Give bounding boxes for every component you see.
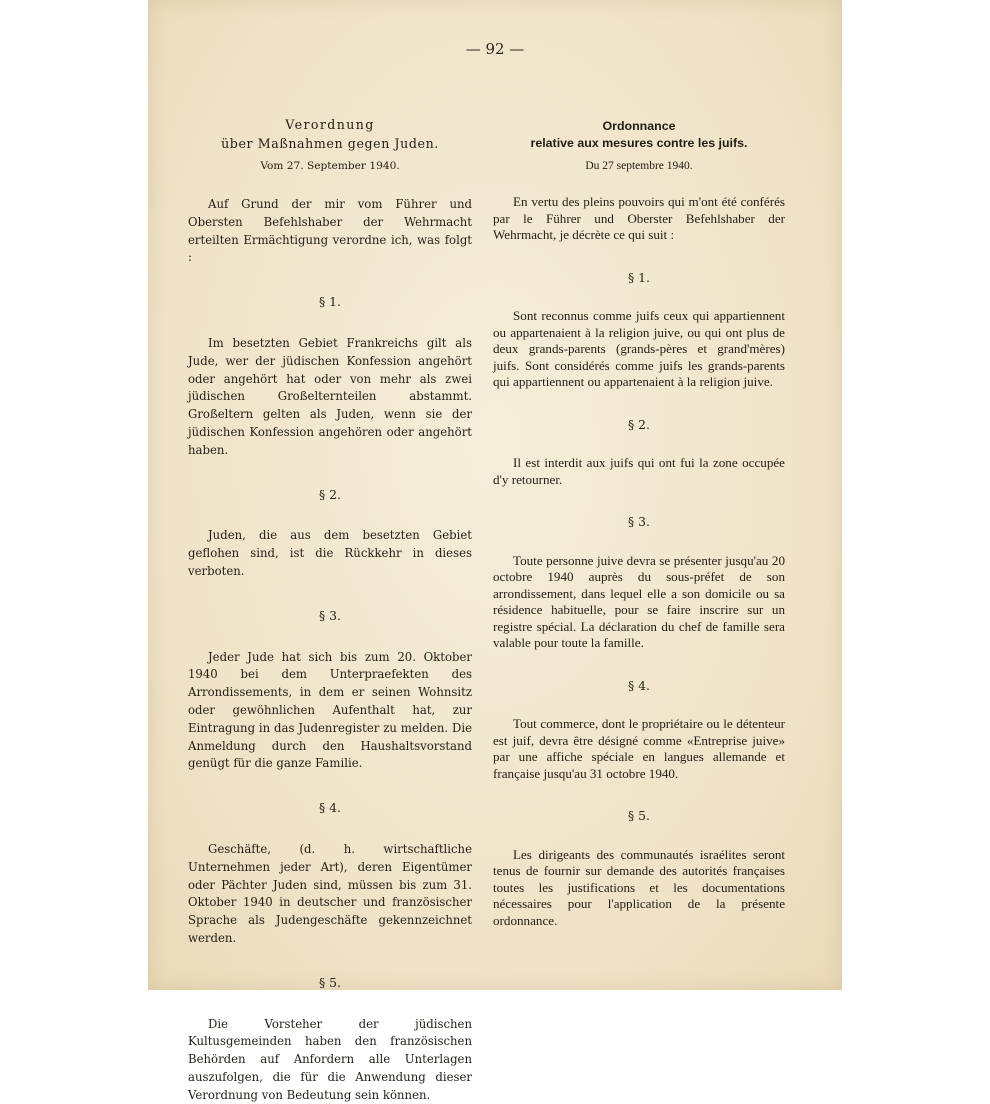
french-section-4-number: § 4. bbox=[493, 678, 785, 695]
french-column bbox=[493, 116, 785, 929]
german-intro: Auf Grund der mir vom Führer und Obersten Befehlshaber der Wehrmacht erteilten Ermächtigung verordne ich, was folgt : bbox=[188, 196, 472, 267]
french-section-2-number: § 2. bbox=[493, 417, 785, 434]
german-heading bbox=[188, 116, 472, 174]
french-subtitle: relative aux mesures contre les juifs. bbox=[493, 135, 785, 151]
french-section-3-text: Toute personne juive devra se présenter jusqu'au 20 octobre 1940 auprès du sous-préfet de son arrondissement, dans lequel elle a son domicile ou sa résidence habituelle, pour se faire inscrire sur un registre spécial. La déclaration du chef de famille sera valable pour toute la famille. bbox=[493, 553, 785, 652]
german-section-3-text: Jeder Jude hat sich bis zum 20. Oktober 1940 bei dem Unterpraefekten des Arrondissements, in dem er seinen Wohnsitz oder gewöhnlichen Aufenthalt hat, zur Eintragung in das Judenregister zu melden. Die Anmeldung durch den Haushaltsvorstand genügt für die ganze Familie. bbox=[188, 649, 472, 774]
german-section-5-text: Die Vorsteher der jüdischen Kultusgemeinden haben den französischen Behörden auf Anfordern alle Unterlagen auszufolgen, die für die Anwendung dieser Verordnung von Bedeutung sein können. bbox=[188, 1016, 472, 1104]
german-section-4-text: Geschäfte, (d. h. wirtschaftliche Unternehmen jeder Art), deren Eigentümer oder Pächter Juden sind, müssen bis zum 31. Oktober 1940 in deutscher und französischer Sprache als Judengeschäfte gekennzeichnet werden. bbox=[188, 841, 472, 948]
french-section-1-text: Sont reconnus comme juifs ceux qui appartiennent ou appartenaient à la religion juive, ou qui ont plus de deux grands-parents (grands-pères et grand'mères) juifs. Sont considérés comme juifs les grands-parents qui appartiennent ou appartenaient à la religion juive. bbox=[493, 308, 785, 391]
page-number: — 92 — bbox=[148, 40, 842, 58]
french-heading bbox=[493, 118, 785, 174]
german-date: Vom 27. September 1940. bbox=[188, 158, 472, 174]
french-intro: En vertu des pleins pouvoirs qui m'ont été conférés par le Führer und Oberster Befehlshaber der Wehrmacht, je décrète ce qui suit : bbox=[493, 194, 785, 244]
french-section-3-number: § 3. bbox=[493, 514, 785, 531]
french-section-4-text: Tout commerce, dont le propriétaire ou le détenteur est juif, devra être désigné comme «Entreprise juive» par une affiche spéciale en langues allemande et française jusqu'au 31 octobre 1940. bbox=[493, 716, 785, 782]
german-subtitle: über Maßnahmen gegen Juden. bbox=[188, 135, 472, 153]
french-section-5-number: § 5. bbox=[493, 808, 785, 825]
french-date: Du 27 septembre 1940. bbox=[493, 158, 785, 174]
french-section-2-text: Il est interdit aux juifs qui ont fui la zone occupée d'y retourner. bbox=[493, 455, 785, 488]
german-section-2-text: Juden, die aus dem besetzten Gebiet geflohen sind, ist die Rückkehr in dieses verboten. bbox=[188, 527, 472, 580]
french-section-1-number: § 1. bbox=[493, 270, 785, 287]
german-section-2-number: § 2. bbox=[188, 486, 472, 504]
french-section-5-text: Les dirigeants des communautés israélites seront tenus de fournir sur demande des autorités françaises toutes les justifications et les documentations nécessaires pour l'application de la présente ordonnance. bbox=[493, 847, 785, 930]
german-section-5-number: § 5. bbox=[188, 974, 472, 992]
german-section-1-number: § 1. bbox=[188, 293, 472, 311]
german-title: Verordnung bbox=[188, 116, 472, 134]
german-section-4-number: § 4. bbox=[188, 799, 472, 817]
german-section-3-number: § 3. bbox=[188, 607, 472, 625]
german-column bbox=[188, 116, 472, 1104]
french-title: Ordonnance bbox=[493, 118, 785, 134]
german-section-1-text: Im besetzten Gebiet Frankreichs gilt als Jude, wer der jüdischen Konfession angehört oder angehört hat oder von mehr als zwei jüdischen Großelternteilen abstammt. Großeltern gelten als Juden, wenn sie der jüdischen Konfession angehören oder angehört haben. bbox=[188, 335, 472, 460]
document-page bbox=[148, 0, 842, 990]
